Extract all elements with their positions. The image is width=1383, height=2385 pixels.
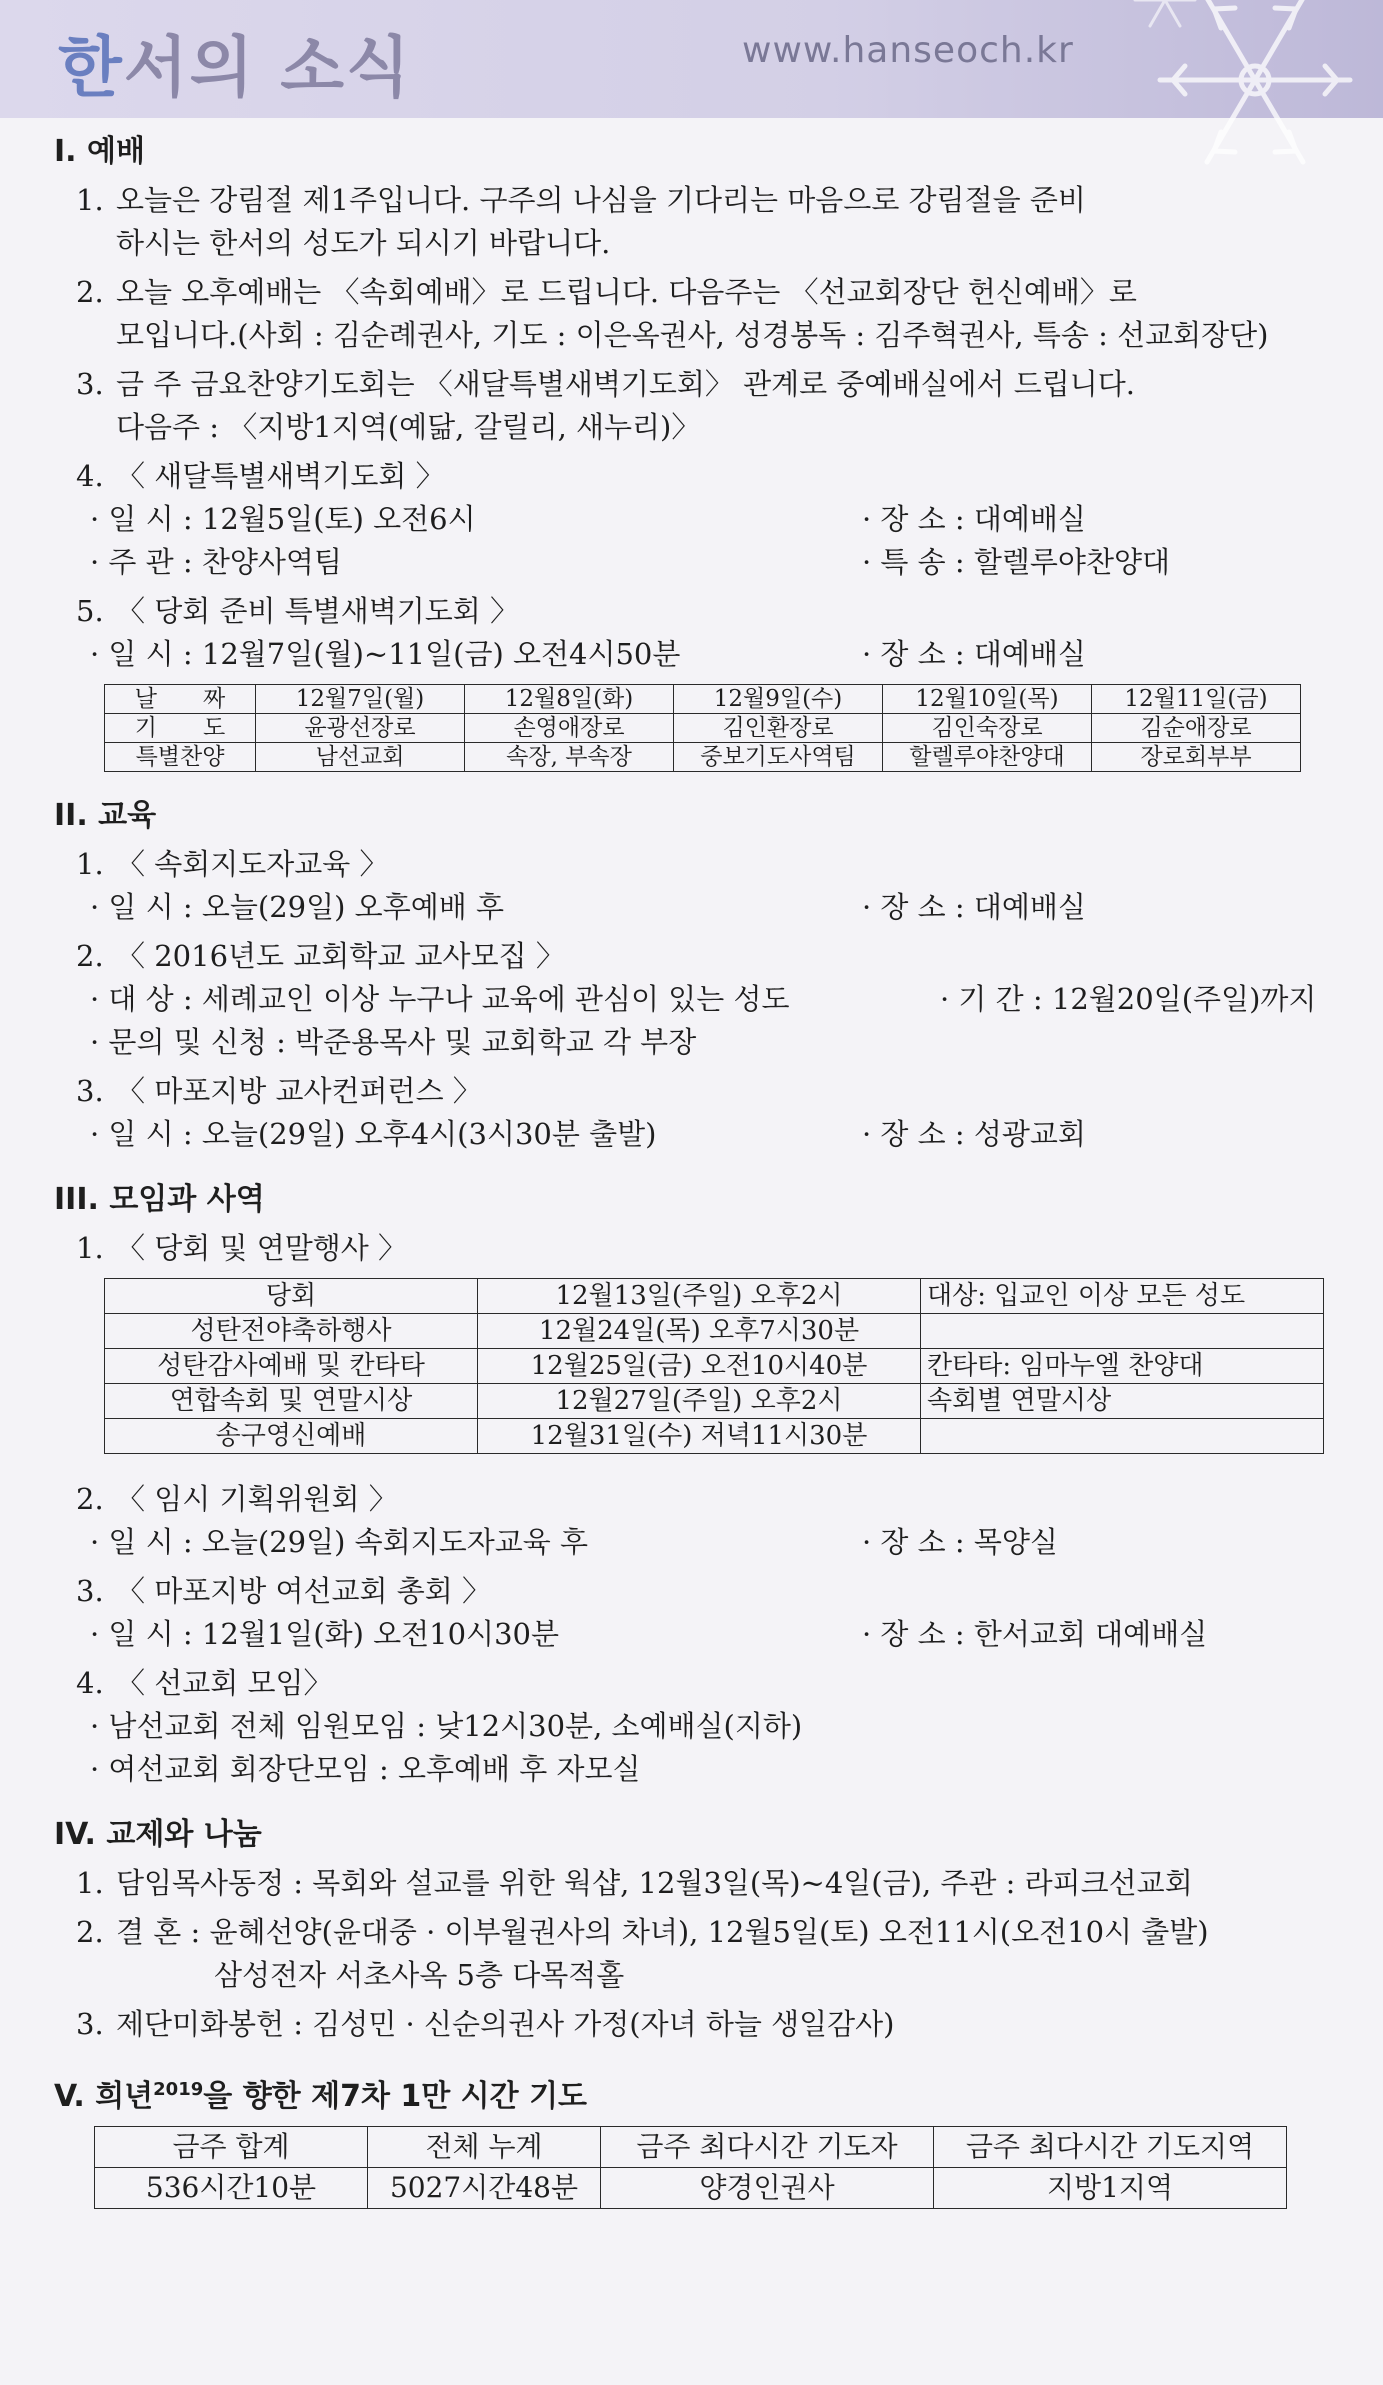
- table-cell: 장로회부부: [1092, 743, 1301, 772]
- detail-right: · 기 간 : 12월20일(주일)까지: [940, 982, 1317, 1016]
- item-title: 〈 마포지방 여선교회 총회 〉: [116, 1574, 492, 1608]
- worship-item-3: [76, 363, 1344, 406]
- title-part: 을 향한 제7차 1만 시간 기도: [203, 2079, 588, 2114]
- detail-line: · 문의 및 신청 : 박준용목사 및 교회학교 각 부장: [90, 1025, 697, 1059]
- year-end-events-table: [104, 1278, 1324, 1454]
- item-number: 1.: [76, 847, 104, 881]
- item-number: 2.: [76, 1915, 104, 1949]
- item-text-cont: 삼성전자 서초사옥 5층 다목적홀: [214, 1958, 625, 1992]
- item-number: 1.: [76, 1231, 104, 1265]
- table-cell: 12월31일(수) 저녁11시30분: [478, 1419, 921, 1454]
- table-cell: 김순애장로: [1092, 714, 1301, 743]
- item-text: 결 혼 : 윤혜선양(윤대중 · 이부월권사의 차녀), 12월5일(토) 오전11시(오전10시 출발): [116, 1915, 1209, 1949]
- table-cell: 12월9일(수): [674, 685, 883, 714]
- item-number: 2.: [76, 275, 104, 309]
- fellowship-item-2: [76, 1911, 1344, 1954]
- detail-line: · 남선교회 전체 임원모임 : 낮12시30분, 소예배실(지하): [90, 1709, 803, 1743]
- item-number: 3.: [76, 367, 104, 401]
- table-cell: 5027시간48분: [368, 2168, 601, 2209]
- table-cell: 12월11일(금): [1092, 685, 1301, 714]
- table-cell: 기 도: [105, 714, 256, 743]
- detail-row: [90, 978, 1344, 1021]
- detail-right: · 장 소 : 한서교회 대예배실: [862, 1617, 1208, 1651]
- item-number: 3.: [76, 2007, 104, 2041]
- table-row: [105, 1419, 1324, 1454]
- item-title: 〈 당회 및 연말행사 〉: [116, 1231, 407, 1265]
- detail-left: · 일 시 : 12월5일(토) 오전6시: [90, 502, 476, 536]
- fellowship-item-1: [76, 1862, 1344, 1905]
- table-cell: 12월25일(금) 오전10시40분: [478, 1349, 921, 1384]
- item-number: 4.: [76, 1666, 104, 1700]
- detail-row: [90, 498, 1344, 541]
- detail-left: · 대 상 : 세례교인 이상 누구나 교육에 관심이 있는 성도: [90, 982, 790, 1016]
- bulletin-content: [54, 130, 1344, 2213]
- detail-row: [90, 1613, 1344, 1656]
- detail-row: [90, 633, 1344, 676]
- item-number: 3.: [76, 1074, 104, 1108]
- item-text-cont: 모입니다.(사회 : 김순례권사, 기도 : 이은옥권사, 성경봉독 : 김주혁권사, 특송 : 선교회장단): [116, 318, 1269, 352]
- item-text-cont: 하시는 한서의 성도가 되시기 바랍니다.: [116, 226, 611, 260]
- item-text-cont: 다음주 : 〈지방1지역(예닮, 갈릴리, 새누리)〉: [116, 410, 701, 444]
- item-title: 〈 새달특별새벽기도회 〉: [116, 459, 445, 493]
- fellowship-item-3: [76, 2003, 1344, 2046]
- table-cell: 성탄감사예배 및 칸타타: [105, 1349, 478, 1384]
- item-title: 〈 마포지방 교사컨퍼런스 〉: [116, 1074, 482, 1108]
- table-cell: 특별찬양: [105, 743, 256, 772]
- table-cell: 12월8일(화): [465, 685, 674, 714]
- table-row: [105, 1314, 1324, 1349]
- table-row: [105, 1279, 1324, 1314]
- table-cell: 김인숙장로: [883, 714, 1092, 743]
- item-number: 3.: [76, 1574, 104, 1608]
- meetings-item-3: [76, 1570, 1344, 1613]
- table-cell: 성탄전야축하행사: [105, 1314, 478, 1349]
- section-education-title: II. 교육: [54, 798, 157, 833]
- section-meetings-title: III. 모임과 사역: [54, 1182, 265, 1217]
- table-cell: 당회: [105, 1279, 478, 1314]
- section-fellowship-title: IV. 교제와 나눔: [54, 1817, 262, 1852]
- detail-left: · 일 시 : 오늘(29일) 오후4시(3시30분 출발): [90, 1117, 657, 1151]
- worship-item-5: [76, 590, 1344, 633]
- item-text: 담임목사동정 : 목회와 설교를 위한 웍샵, 12월3일(목)~4일(금), 주관 : 라피크선교회: [116, 1866, 1193, 1900]
- table-cell: [921, 1419, 1324, 1454]
- table-row: [105, 685, 1301, 714]
- item-title: 〈 속회지도자교육 〉: [116, 847, 389, 881]
- education-item-3: [76, 1070, 1344, 1113]
- table-cell: 금주 합계: [95, 2127, 368, 2168]
- meetings-item-4: [76, 1662, 1344, 1705]
- item-number: 1.: [76, 183, 104, 217]
- table-cell: 12월13일(주일) 오후2시: [478, 1279, 921, 1314]
- table-cell: 윤광선장로: [256, 714, 465, 743]
- detail-row: [90, 886, 1344, 929]
- table-cell: 양경인권사: [601, 2168, 934, 2209]
- item-text: 오늘은 강림절 제1주입니다. 구주의 나심을 기다리는 마음으로 강림절을 준비: [116, 183, 1086, 217]
- table-cell: 금주 최다시간 기도자: [601, 2127, 934, 2168]
- detail-right: · 장 소 : 목양실: [862, 1525, 1058, 1559]
- meetings-item-1: [76, 1227, 1344, 1270]
- detail-row: [90, 541, 1344, 584]
- brand-rest: 서의 소식: [123, 29, 412, 106]
- item-number: 2.: [76, 1482, 104, 1516]
- detail-row: [90, 1113, 1344, 1156]
- table-cell: 금주 최다시간 기도지역: [934, 2127, 1287, 2168]
- section-worship-title: I. 예배: [54, 134, 145, 169]
- detail-row: [90, 1521, 1344, 1564]
- section-prayer-title: [54, 2068, 1344, 2118]
- item-number: 4.: [76, 459, 104, 493]
- table-cell: 칸타타: 임마누엘 찬양대: [921, 1349, 1324, 1384]
- detail-right: · 장 소 : 대예배실: [862, 637, 1086, 671]
- table-cell: [921, 1314, 1324, 1349]
- table-cell: 김인환장로: [674, 714, 883, 743]
- detail-left: · 일 시 : 오늘(29일) 오후예배 후: [90, 890, 504, 924]
- detail-right: · 장 소 : 대예배실: [862, 502, 1086, 536]
- worship-item-2: [76, 271, 1344, 314]
- detail-left: · 일 시 : 12월7일(월)~11일(금) 오전4시50분: [90, 637, 681, 671]
- item-title: 〈 2016년도 교회학교 교사모집 〉: [116, 939, 565, 973]
- table-cell: 속장, 부속장: [465, 743, 674, 772]
- table-cell: 12월27일(주일) 오후2시: [478, 1384, 921, 1419]
- table-cell: 12월7일(월): [256, 685, 465, 714]
- table-cell: 남선교회: [256, 743, 465, 772]
- item-title: 〈 당회 준비 특별새벽기도회 〉: [116, 594, 520, 628]
- item-number: 5.: [76, 594, 104, 628]
- table-row: [105, 1349, 1324, 1384]
- table-cell: 전체 누계: [368, 2127, 601, 2168]
- worship-item-4: [76, 455, 1344, 498]
- table-cell: 536시간10분: [95, 2168, 368, 2209]
- title-sup: 2019: [153, 2079, 204, 2100]
- title-part: V. 희년: [54, 2079, 154, 2114]
- detail-right: · 특 송 : 할렐루야찬양대: [862, 545, 1170, 579]
- item-title: 〈 선교회 모임〉: [116, 1666, 333, 1700]
- item-number: 2.: [76, 939, 104, 973]
- meetings-item-2: [76, 1478, 1344, 1521]
- education-item-2: [76, 935, 1344, 978]
- table-cell: 손영애장로: [465, 714, 674, 743]
- table-cell: 대상: 입교인 이상 모든 성도: [921, 1279, 1324, 1314]
- detail-left: · 일 시 : 12월1일(화) 오전10시30분: [90, 1617, 559, 1651]
- item-text: 금 주 금요찬양기도회는 〈새달특별새벽기도회〉 관계로 중예배실에서 드립니다.: [116, 367, 1135, 401]
- detail-line: · 여선교회 회장단모임 : 오후예배 후 자모실: [90, 1752, 641, 1786]
- brand-first-char: 한: [58, 29, 124, 106]
- table-cell: 속회별 연말시상: [921, 1384, 1324, 1419]
- detail-right: · 장 소 : 대예배실: [862, 890, 1086, 924]
- website-url: www.hanseoch.kr: [742, 30, 1074, 71]
- table-row: [105, 714, 1301, 743]
- detail-right: · 장 소 : 성광교회: [862, 1117, 1086, 1151]
- table-cell: 연합속회 및 연말시상: [105, 1384, 478, 1419]
- prayer-hours-table: [94, 2126, 1287, 2209]
- table-row: [95, 2127, 1287, 2168]
- table-cell: 할렐루야찬양대: [883, 743, 1092, 772]
- detail-left: · 주 관 : 찬양사역팀: [90, 545, 342, 579]
- table-row: [105, 1384, 1324, 1419]
- detail-left: · 일 시 : 오늘(29일) 속회지도자교육 후: [90, 1525, 589, 1559]
- item-number: 1.: [76, 1866, 104, 1900]
- table-row: [95, 2168, 1287, 2209]
- table-cell: 12월24일(목) 오후7시30분: [478, 1314, 921, 1349]
- table-cell: 지방1지역: [934, 2168, 1287, 2209]
- dawn-prayer-table: [104, 684, 1301, 772]
- table-cell: 12월10일(목): [883, 685, 1092, 714]
- worship-item-1: [76, 179, 1344, 222]
- item-text: 오늘 오후예배는 〈속회예배〉로 드립니다. 다음주는 〈선교회장단 헌신예배〉로: [116, 275, 1137, 309]
- item-text: 제단미화봉헌 : 김성민 · 신순의권사 가정(자녀 하늘 생일감사): [116, 2007, 895, 2041]
- table-cell: 송구영신예배: [105, 1419, 478, 1454]
- education-item-1: [76, 843, 1344, 886]
- table-row: [105, 743, 1301, 772]
- item-title: 〈 임시 기획위원회 〉: [116, 1482, 398, 1516]
- header-banner: [0, 0, 1383, 118]
- brand-title: [58, 14, 412, 109]
- table-cell: 날 짜: [105, 685, 256, 714]
- table-cell: 중보기도사역팀: [674, 743, 883, 772]
